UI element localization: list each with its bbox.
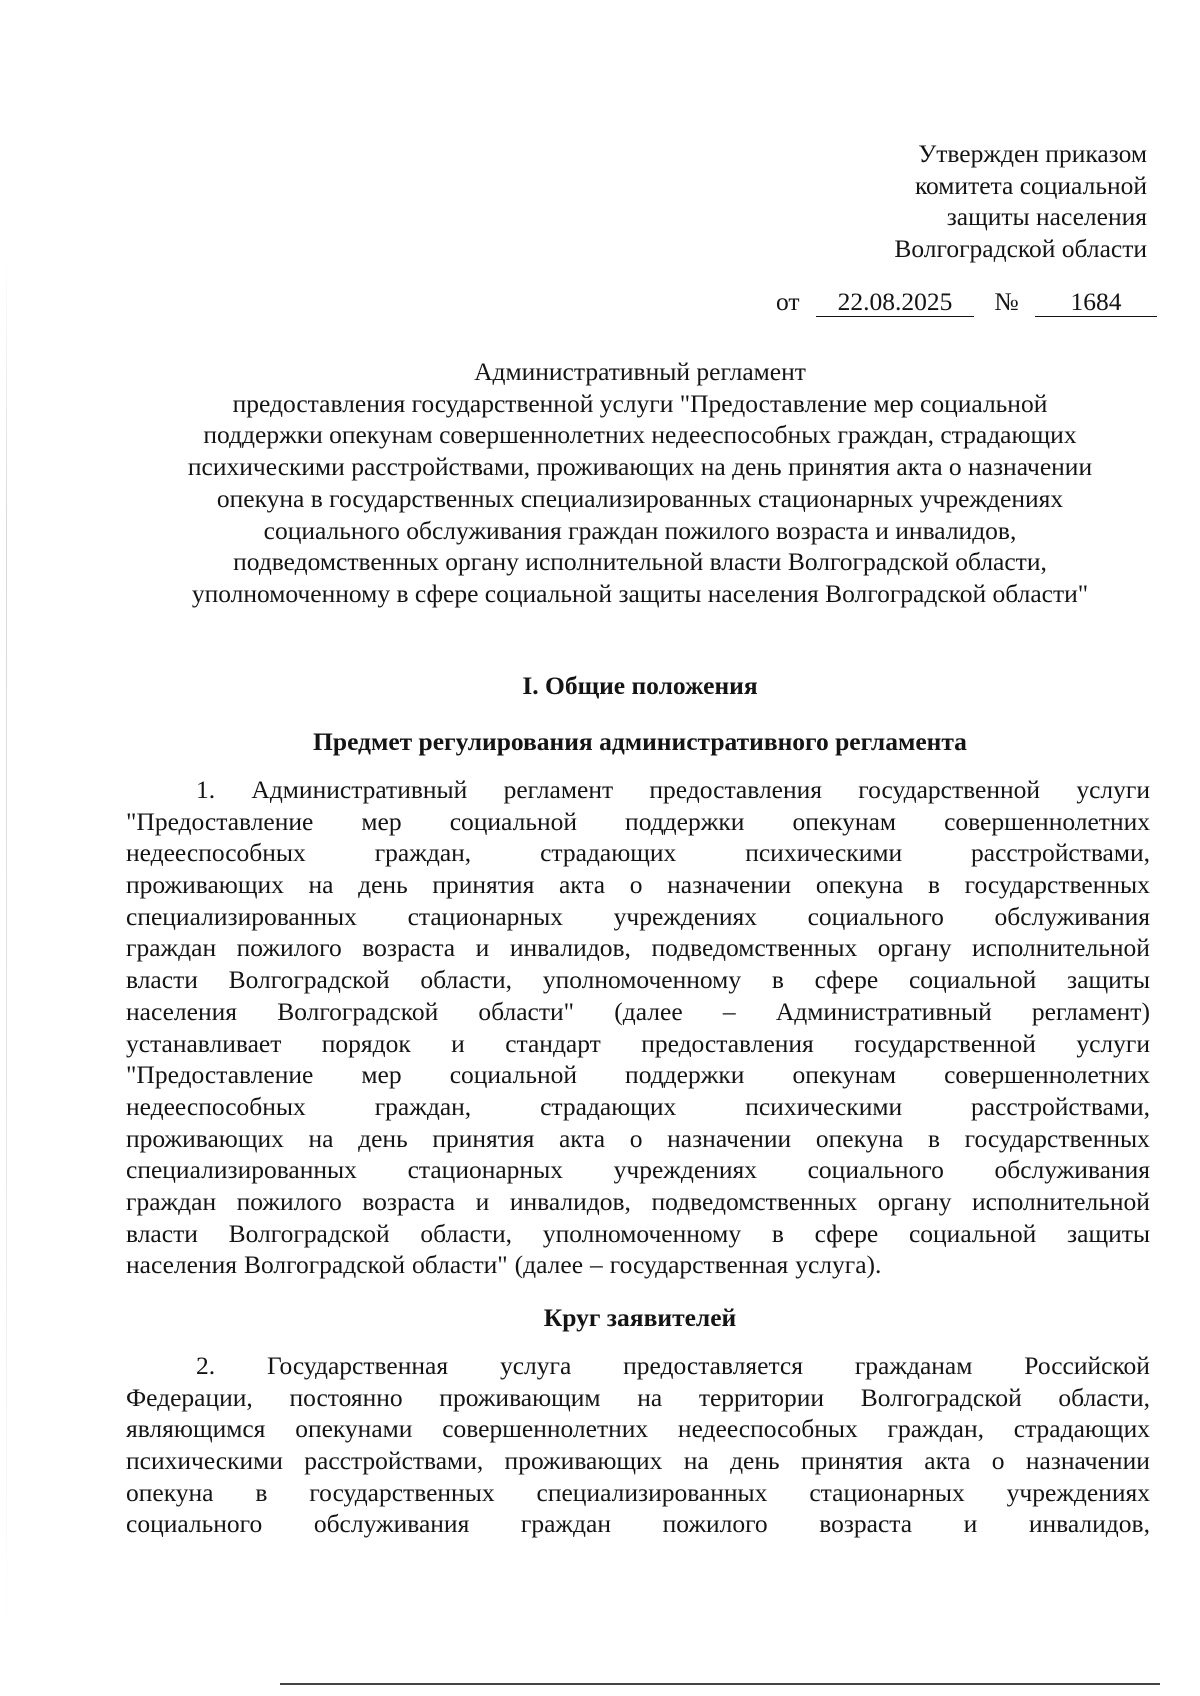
paragraph-line: специализированных стационарных учреждениях социального обслуживания bbox=[126, 901, 1150, 931]
paragraph-line: социального обслуживания граждан пожилого возраста и инвалидов, bbox=[126, 1509, 1150, 1539]
paragraph-line: населения Волгоградской области" (далее – государственная услуга). bbox=[126, 1250, 882, 1280]
paragraph-line: населения Волгоградской области" (далее – Административный регламент) bbox=[126, 996, 1150, 1026]
paragraph-line: "Предоставление мер социальной поддержки опекунам совершеннолетних bbox=[126, 806, 1150, 836]
approval-line: защиты населения bbox=[946, 202, 1147, 231]
section-heading: I. Общие положения bbox=[522, 671, 758, 700]
paragraph-line: Федерации, постоянно проживающим на территории Волгоградской области, bbox=[126, 1382, 1150, 1412]
order-date: 22.08.2025 bbox=[816, 288, 974, 317]
approval-line: Волгоградской области bbox=[894, 233, 1147, 263]
document-title bbox=[60, 356, 1200, 610]
title-line: поддержки опекунам совершеннолетних недееспособных граждан, страдающих bbox=[203, 420, 1077, 450]
paragraph-line: 2. Государственная услуга предоставляется гражданам Российской bbox=[196, 1351, 1150, 1380]
paragraph-line: недееспособных граждан, страдающих психическими расстройствами, bbox=[126, 1091, 1150, 1121]
paragraph-line: специализированных стационарных учреждениях социального обслуживания bbox=[126, 1155, 1150, 1185]
paragraph-line: недееспособных граждан, страдающих психическими расстройствами, bbox=[126, 838, 1150, 868]
approval-line: Утвержден приказом bbox=[918, 139, 1147, 168]
paragraph-line: 1. Административный регламент предоставления государственной услуги bbox=[196, 775, 1150, 804]
title-line: предоставления государственной услуги "Предоставление мер социальной bbox=[232, 388, 1048, 418]
title-line: подведомственных органу исполнительной власти Волгоградской области, bbox=[233, 547, 1047, 577]
order-number-label: № bbox=[994, 287, 1019, 316]
approval-line: комитета социальной bbox=[914, 170, 1147, 200]
title-line: уполномоченному в сфере социальной защиты населения Волгоградской области" bbox=[191, 578, 1089, 608]
approval-stamp-block bbox=[894, 138, 1147, 264]
paragraph-line: проживающих на день принятия акта о назначении опекуна в государственных bbox=[126, 1123, 1150, 1153]
title-line: психическими расстройствами, проживающих на день принятия акта о назначении bbox=[187, 452, 1093, 482]
order-reference bbox=[776, 286, 1157, 318]
paragraph-line: "Предоставление мер социальной поддержки опекунам совершеннолетних bbox=[126, 1060, 1150, 1090]
title-line: социального обслуживания граждан пожилого возраста и инвалидов, bbox=[263, 515, 1017, 545]
bottom-scan-line bbox=[280, 1683, 1160, 1685]
paragraph-line: граждан пожилого возраста и инвалидов, подведомственных органу исполнительной bbox=[126, 933, 1150, 963]
subsection-heading: Предмет регулирования административного регламента bbox=[313, 727, 967, 756]
paragraph-1 bbox=[126, 774, 1150, 1281]
paragraph-line: устанавливает порядок и стандарт предоставления государственной услуги bbox=[126, 1028, 1150, 1058]
title-line: Административный регламент bbox=[474, 357, 806, 386]
order-from-label: от bbox=[776, 287, 800, 316]
paragraph-line: психическими расстройствами, проживающих на день принятия акта о назначении bbox=[126, 1446, 1150, 1476]
scan-edge-mark bbox=[6, 250, 7, 1650]
paragraph-line: граждан пожилого возраста и инвалидов, подведомственных органу исполнительной bbox=[126, 1186, 1150, 1216]
subsection-heading: Круг заявителей bbox=[543, 1303, 737, 1332]
paragraph-line: проживающих на день принятия акта о назначении опекуна в государственных bbox=[126, 870, 1150, 900]
order-number: 1684 bbox=[1035, 288, 1157, 317]
paragraph-line: власти Волгоградской области, уполномоченному в сфере социальной защиты bbox=[126, 1218, 1150, 1248]
paragraph-2 bbox=[126, 1350, 1150, 1540]
title-line: опекуна в государственных специализированных стационарных учреждениях bbox=[216, 483, 1064, 513]
paragraph-line: власти Волгоградской области, уполномоченному в сфере социальной защиты bbox=[126, 965, 1150, 995]
paragraph-line: опекуна в государственных специализированных стационарных учреждениях bbox=[126, 1477, 1150, 1507]
paragraph-line: являющимся опекунами совершеннолетних недееспособных граждан, страдающих bbox=[126, 1414, 1150, 1444]
